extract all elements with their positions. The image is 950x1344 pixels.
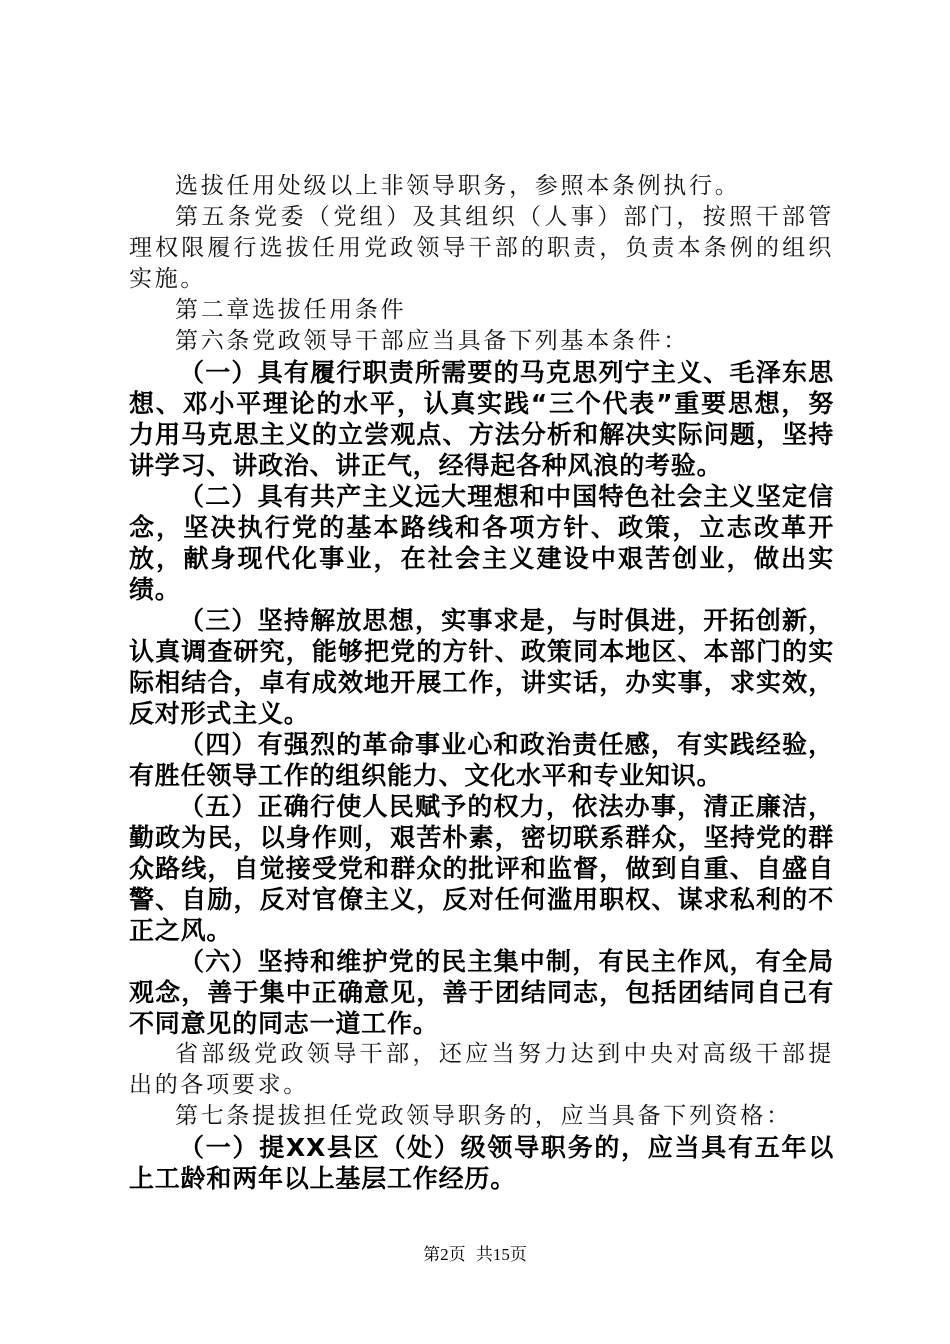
paragraph-condition-2: （二）具有共产主义远大理想和中国特色社会主义坚定信念，坚决执行党的基本路线和各项方针、政策，立志改革开放，献身现代化事业，在社会主义建设中艰苦创业，做出实绩。 — [129, 482, 834, 604]
page-total: 共15页 — [475, 1245, 527, 1264]
paragraph-condition-5: （五）正确行使人民赋予的权力，依法办事，清正廉洁，勤政为民，以身作则，艰苦朴素，密切联系群众，坚持党的群众路线，自觉接受党和群众的批评和监督，做到自重、自盛自警、自励，反对官僚主义，反对任何滥用职权、谋求私利的不正之风。 — [129, 792, 834, 945]
paragraph-qualification-1: （一）提XX县区（处）级领导职务的，应当具有五年以上工龄和两年以上基层工作经历。 — [129, 1133, 834, 1193]
paragraph-article-6: 第六条党政领导干部应当具备下列基本条件： — [175, 328, 689, 354]
page-footer — [0, 1243, 950, 1267]
paragraph-non-leadership-posts: 选拔任用处级以上非领导职务，参照本条例执行。 — [175, 173, 741, 199]
document-body — [129, 171, 834, 1194]
paragraph-condition-4: （四）有强烈的革命事业心和政治责任感，有实践经验，有胜任领导工作的组织能力、文化水平和专业知识。 — [129, 730, 834, 790]
paragraph-condition-6: （六）坚持和维护党的民主集中制，有民主作风，有全局观念，善于集中正确意见，善于团结同志，包括团结同自己有不同意见的同志一道工作。 — [129, 947, 834, 1038]
paragraph-article-5: 第五条党委（党组）及其组织（人事）部门，按照干部管理权限履行选拔任用党政领导干部的职责，负责本条例的组织实施。 — [129, 204, 834, 292]
paragraph-article-7: 第七条提拔担任党政领导职务的，应当具备下列资格： — [175, 1103, 792, 1129]
page-number: 第2页 — [423, 1245, 466, 1264]
paragraph-condition-3: （三）坚持解放思想，实事求是，与时俱进，开拓创新，认真调查研究，能够把党的方针、政策同本地区、本部门的实际相结合，卓有成效地开展工作，讲实话，办实事，求实效，反对形式主义。 — [129, 606, 834, 728]
paragraph-condition-1: （一）具有履行职责所需要的马克思列宁主义、毛泽东思想、邓小平理论的水平，认真实践“三个代表”重要思想，努力用马克思主义的立尝观点、方法分析和解决实际问题，坚持讲学习、讲政治、讲正气，经得起各种风浪的考验。 — [129, 358, 834, 480]
chapter-heading-2: 第二章选拔任用条件 — [175, 297, 407, 323]
paragraph-provincial-requirements: 省部级党政领导干部，还应当努力达到中央对高级干部提出的各项要求。 — [129, 1041, 834, 1098]
